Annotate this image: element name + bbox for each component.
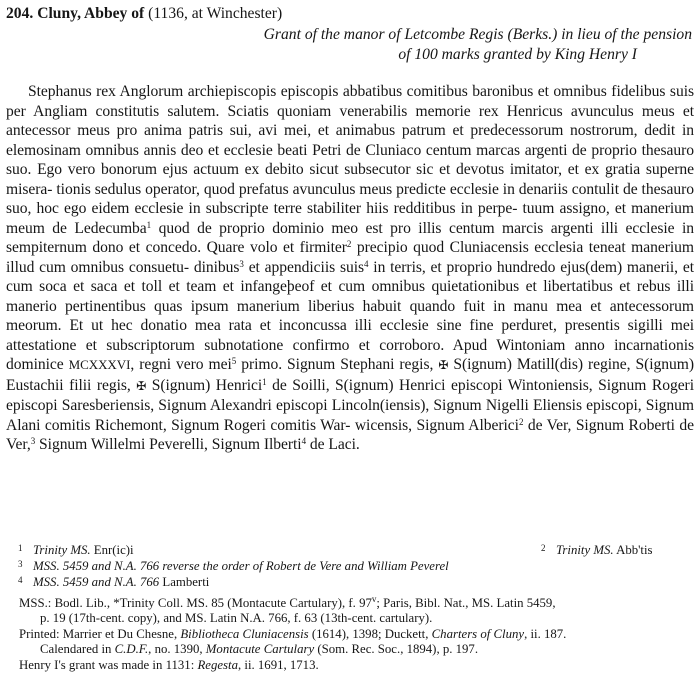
entry-heading [6,4,696,24]
cross-icon: ✠ [438,358,449,372]
document-page: 204. Cluny, Abbey of (1136, at Winchester) Grant of the manor of Letcombe Regis (Berks.) in lieu of the pension of 100 marks granted by King Henry I Stephanus rex Anglorum archiepiscopis episcopis abbatibus comitibus baronibus et omnibus fidelibus suis per Angliam constitutis salutem. Sciatis quoniam venerabilis memorie rex Henricus avunculus meus et antecessor meus pro anima patris sui, avi mei, et animabus patrum et predecessorum nostrorum, dedit in elemosinam omnibus annis deo et ecclesie beati Petri de Cluniaco centum marcas argenti de proprio thesauro suo. Ego vero bonorum ejus actuum ex debito sicut subsecutor sic et devotus imitator, et ex gratia superne misera- tionis sedulus operator, quod prefatus avunculus meus predicte ecclesie in denariis contulit de thesauro suo, hoc ego eidem ecclesie in subscripte terre stabiliter hiis redditibus in perpe- tuum assigno, et manerium meum de Ledecumba$^1$ quod de proprio dominio meo est pro illis centum marcis argenti illi ecclesie in sempiternum dono et concedo. Quare volo et firmiter$^2$ precipio quod Cluniacensis ecclesia teneat manerium illud cum omnibus consuetu- dinibus$^3$ et appendiciis suis$^4$ in terris, et proprio hundredo ejus(dem) manerii, et cum soca et saca et toll et team et infangeþeof et cum omnibus quietationibus et libertatibus et rebus illi manerio pertinentibus quas ipsum manerium liberius habuit quando fuit in manu mea et antecessorum meorum. Et ut hec donatio mea rata et inconcussa illi ecclesie sine fine perduret, presentis sigilli mei attestatione et subscriptorum subnotatione confirmo et corroboro. Apud Wintoniam anno incarnationis dominice MCXXXVI, regni vero mei$^5$ primo. Signum Stephani regis, ✠ S(ignum) Matill(dis) regine, S(ignum) Eustachii filii regis, ✠ S(ignum) Henrici$^1$ de Soilli, S(ignum) Henrici episcopi Wintoniensis, Signum Rogeri episcopi Saresberiensis, Signum Alexandri episcopi Lincoln(iensis), Signum Nigelli Eliensis episcopi, Signum Alani comitis Richemont, Signum Rogeri comitis War- wicensis, Signum Alberici$^2$ de Ver, Signum Roberti de Ver,$^3$ Signum Willelmi Peverelli, Signum Ilberti$^4$ de Laci. 1 Trinity MS. Enr(ic)i 2 Trinity MS. Abb'tis 3 MSS. 5459 and N.A. 766 reverse the order of Robert de Vere and William Peverel 4 MSS. 5459 and N.A. 766 Lamberti MSS.: Bodl. Lib., *Trinity Coll. MS. 85 (Montacute Cartulary), f. 97$^v$; Paris, Bibl. Nat., MS. Latin 5459, p. 19 (17th-cent. copy), and MS. Latin N.A. 766, f. 63 (13th-cent. cartulary). Printed: Marrier et Du Chesne, Bibliotheca Cluniacensis (1614), 1398; Duckett, Charters of Cluny, ii. 187. Calendared in C.D.F., no. 1390, Montacute Cartulary (Som. Rec. Soc., 1894), p. 197. Henry I's grant was made in 1131: Regesta, ii. 1691, 1713. [0,0,700,688]
subtitle-line-1: Grant of the manor of Letcombe Regis (Berks.) in lieu of the pension [263,26,692,43]
printed-note: Printed: Marrier et Du Chesne, Bibliotheca Cluniacensis (1614), 1398; Duckett, Charters of Cluny, ii. 187. [19,627,567,641]
entry-title: Cluny, Abbey of [37,5,145,22]
entry-date-place: (1136, at Winchester) [148,5,283,22]
charter-text: Stephanus rex Anglorum archiepiscopis episcopis abbatibus comitibus baronibus et omnibus fidelibus suis per Angliam constitutis salutem. Sciatis quoniam venerabilis memorie rex Henricus avunculus meus et antecessor meus pro anima patris sui, avi mei, et animabus patrum et predecessorum nostrorum, dedit in elemosinam omnibus annis deo et ecclesie beati Petri de Cluniaco centum marcas argenti de proprio thesauro suo. Ego vero bonorum ejus actuum ex debito sicut subsecutor sic et devotus imitator, et ex gratia superne misera- tionis sedulus operator, quod prefatus avunculus meus predicte ecclesie in denariis contulit de thesauro suo, hoc ego eidem ecclesie in subscripte terre stabiliter hiis redditibus in perpe- tuum assigno, et manerium meum de Ledecumba$^1$ quod de proprio dominio meo est pro illis centum marcis argenti illi ecclesie in sempiternum dono et concedo. Quare volo et firmiter$^2$ precipio quod Cluniacensis ecclesia teneat manerium illud cum omnibus consuetu- dinibus$^3$ et appendiciis suis$^4$ in terris, et proprio hundredo ejus(dem) manerii, et cum soca et saca et toll et team et infangeþeof et cum omnibus quietationibus et libertatibus et rebus illi manerio pertinentibus quas ipsum manerium liberius habuit quando fuit in manu mea et antecessorum meorum. Et ut hec donatio mea rata et inconcussa illi ecclesie sine fine perduret, presentis sigilli mei attestatione et subscriptorum subnotatione confirmo et corroboro. Apud Wintoniam anno incarnationis dominice MCXXXVI, regni vero mei$^5$ primo. Signum Stephani regis, ✠ S(ignum) Matill(dis) regine, S(ignum) Eustachii filii regis, ✠ S(ignum) Henrici$^1$ de Soilli, S(ignum) Henrici episcopi Wintoniensis, Signum Rogeri episcopi Saresberiensis, Signum Alexandri episcopi Lincoln(iensis), Signum Nigelli Eliensis episcopi, Signum Alani comitis Richemont, Signum Rogeri comitis War- wicensis, Signum Alberici$^2$ de Ver, Signum Roberti de Ver,$^3$ Signum Willelmi Peverelli, Signum Ilberti$^4$ de Laci. [6,83,695,453]
calendared-note: Calendared in C.D.F., no. 1390, Montacute Cartulary (Som. Rec. Soc., 1894), p. 197. [40,642,479,656]
cross-icon: ✠ [136,378,147,393]
henry-grant-note: Henry I's grant was made in 1131: Regesta, ii. 1691, 1713. [19,658,319,672]
subtitle-line-2: of 100 marks granted by King Henry I [398,46,637,63]
manuscripts-note: MSS.: Bodl. Lib., *Trinity Coll. MS. 85 (Montacute Cartulary), f. 97$^v$; Paris, Bibl. Nat., MS. Latin 5459, [19,594,556,610]
entry-number: 204. [6,5,34,22]
year-small-caps: MCXXXVI [68,357,131,372]
manuscripts-note-continued: p. 19 (17th-cent. copy), and MS. Latin N.A. 766, f. 63 (13th-cent. cartulary). [40,611,433,625]
